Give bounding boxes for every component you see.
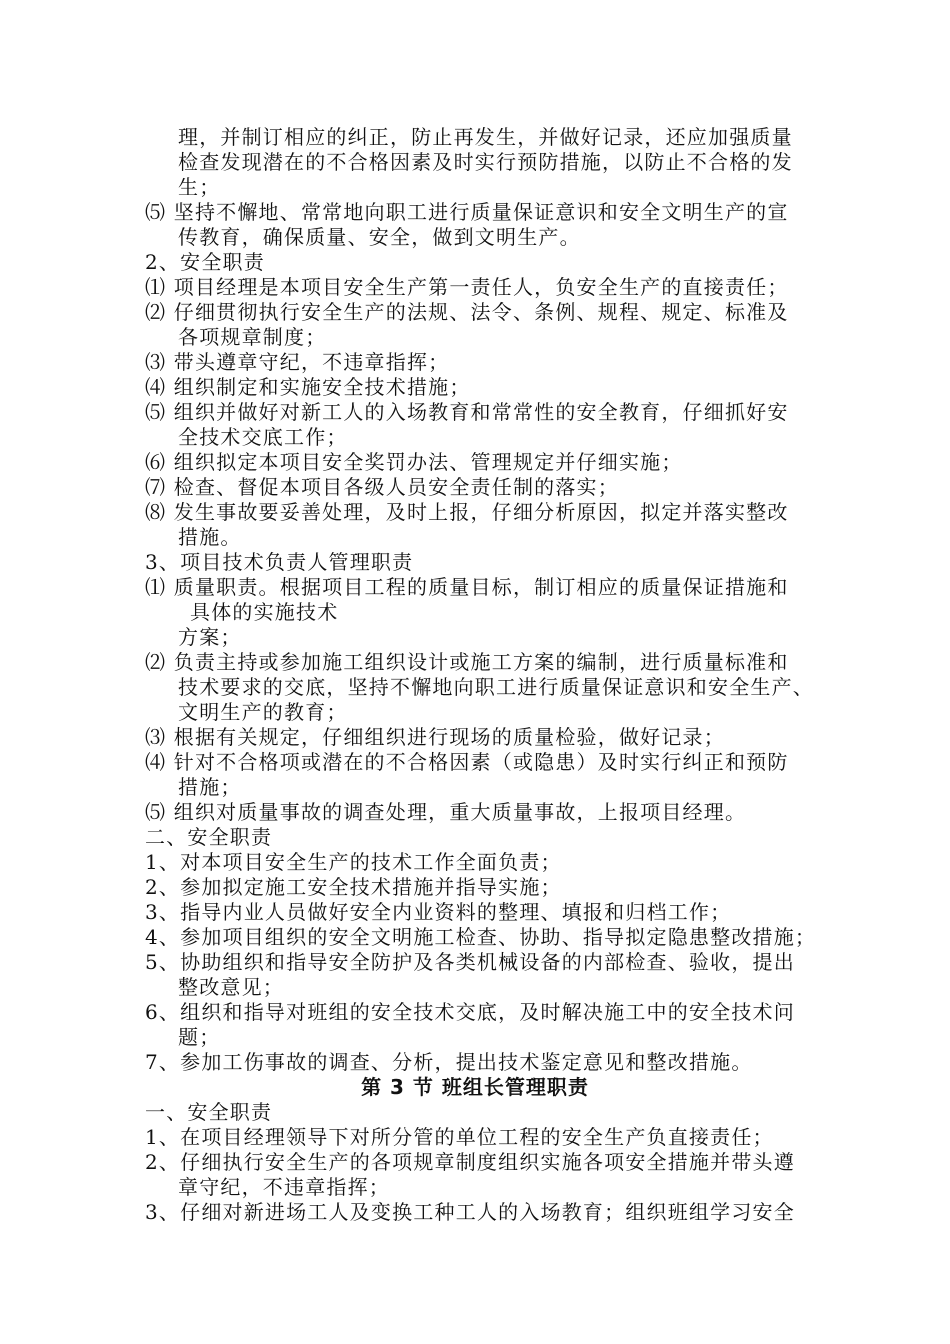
text-line: 技术要求的交底，坚持不懈地向职工进行质量保证意识和安全生产、 — [178, 675, 814, 699]
text-line: 全技术交底工作； — [178, 425, 348, 449]
text-line: ⑶ 带头遵章守纪，不违章指挥； — [145, 350, 450, 374]
text-line: 7、参加工伤事故的调查、分析，提出技术鉴定意见和整改措施。 — [145, 1050, 753, 1074]
text-line: ⑸ 坚持不懈地、常常地向职工进行质量保证意识和安全文明生产的宣 — [145, 200, 789, 224]
text-line: 6、组织和指导对班组的安全技术交底，及时解决施工中的安全技术问 — [145, 1000, 795, 1024]
text-line: 3、仔细对新进场工人及变换工种工人的入场教育；组织班组学习安全 — [145, 1200, 795, 1224]
subheading: 2、安全职责 — [145, 250, 265, 274]
text-line: ⑵ 仔细贯彻执行安全生产的法规、法令、条例、规程、规定、标准及 — [145, 300, 789, 324]
text-line: 2、仔细执行安全生产的各项规章制度组织实施各项安全措施并带头遵 — [145, 1150, 795, 1174]
subheading: 3、项目技术负责人管理职责 — [145, 550, 414, 574]
text-line: 题； — [178, 1025, 221, 1049]
text-line: 2、参加拟定施工安全技术措施并指导实施； — [145, 875, 562, 899]
text-line: 1、在项目经理领导下对所分管的单位工程的安全生产负直接责任； — [145, 1125, 774, 1149]
text-line: 生； — [178, 175, 221, 199]
text-line: ⑵ 负责主持或参加施工组织设计或施工方案的编制，进行质量标准和 — [145, 650, 789, 674]
text-line: ⑻ 发生事故要妥善处理，及时上报，仔细分析原因，拟定并落实整改 — [145, 500, 789, 524]
text-line: ⑺ 检查、督促本项目各级人员安全责任制的落实； — [145, 475, 619, 499]
text-line: 3、指导内业人员做好安全内业资料的整理、填报和归档工作； — [145, 900, 732, 924]
text-line: 检查发现潜在的不合格因素及时实行预防措施，以防止不合格的发 — [178, 150, 793, 174]
text-line: 各项规章制度； — [178, 325, 327, 349]
subheading: 一、安全职责 — [145, 1100, 273, 1124]
text-line: ⑴ 项目经理是本项目安全生产第一责任人，负安全生产的直接责任； — [145, 275, 789, 299]
text-line: ⑷ 组织制定和实施安全技术措施； — [145, 375, 471, 399]
text-line: 5、协助组织和指导安全防护及各类机械设备的内部检查、验收，提出 — [145, 950, 795, 974]
section-heading: 第 3 节 班组长管理职责 — [361, 1075, 589, 1099]
text-line: 措施； — [178, 775, 242, 799]
text-line: ⑴ 质量职责。根据项目工程的质量目标，制订相应的质量保证措施和 — [145, 575, 789, 599]
text-line: 1、对本项目安全生产的技术工作全面负责； — [145, 850, 562, 874]
subheading: 二、安全职责 — [145, 825, 273, 849]
text-line: ⑸ 组织对质量事故的调查处理，重大质量事故，上报项目经理。 — [145, 800, 747, 824]
text-line: ⑸ 组织并做好对新工人的入场教育和常常性的安全教育，仔细抓好安 — [145, 400, 789, 424]
text-line: 4、参加项目组织的安全文明施工检查、协助、指导拟定隐患整改措施； — [145, 925, 817, 949]
text-line: 方案； — [178, 625, 242, 649]
text-line: ⑶ 根据有关规定，仔细组织进行现场的质量检验，做好记录； — [145, 725, 725, 749]
text-line: 整改意见； — [178, 975, 284, 999]
text-line: 理，并制订相应的纠正，防止再发生，并做好记录，还应加强质量 — [178, 125, 793, 149]
text-line: ⑹ 组织拟定本项目安全奖罚办法、管理规定并仔细实施； — [145, 450, 683, 474]
text-line: ⑷ 针对不合格项或潜在的不合格因素（或隐患）及时实行纠正和预防 — [145, 750, 789, 774]
text-line: 章守纪，不违章指挥； — [178, 1175, 390, 1199]
text-line: 文明生产的教育； — [178, 700, 348, 724]
text-line: 措施。 — [178, 525, 242, 549]
text-line: 传教育，确保质量、安全，做到文明生产。 — [178, 225, 581, 249]
text-line: 具体的实施技术 — [190, 600, 339, 624]
